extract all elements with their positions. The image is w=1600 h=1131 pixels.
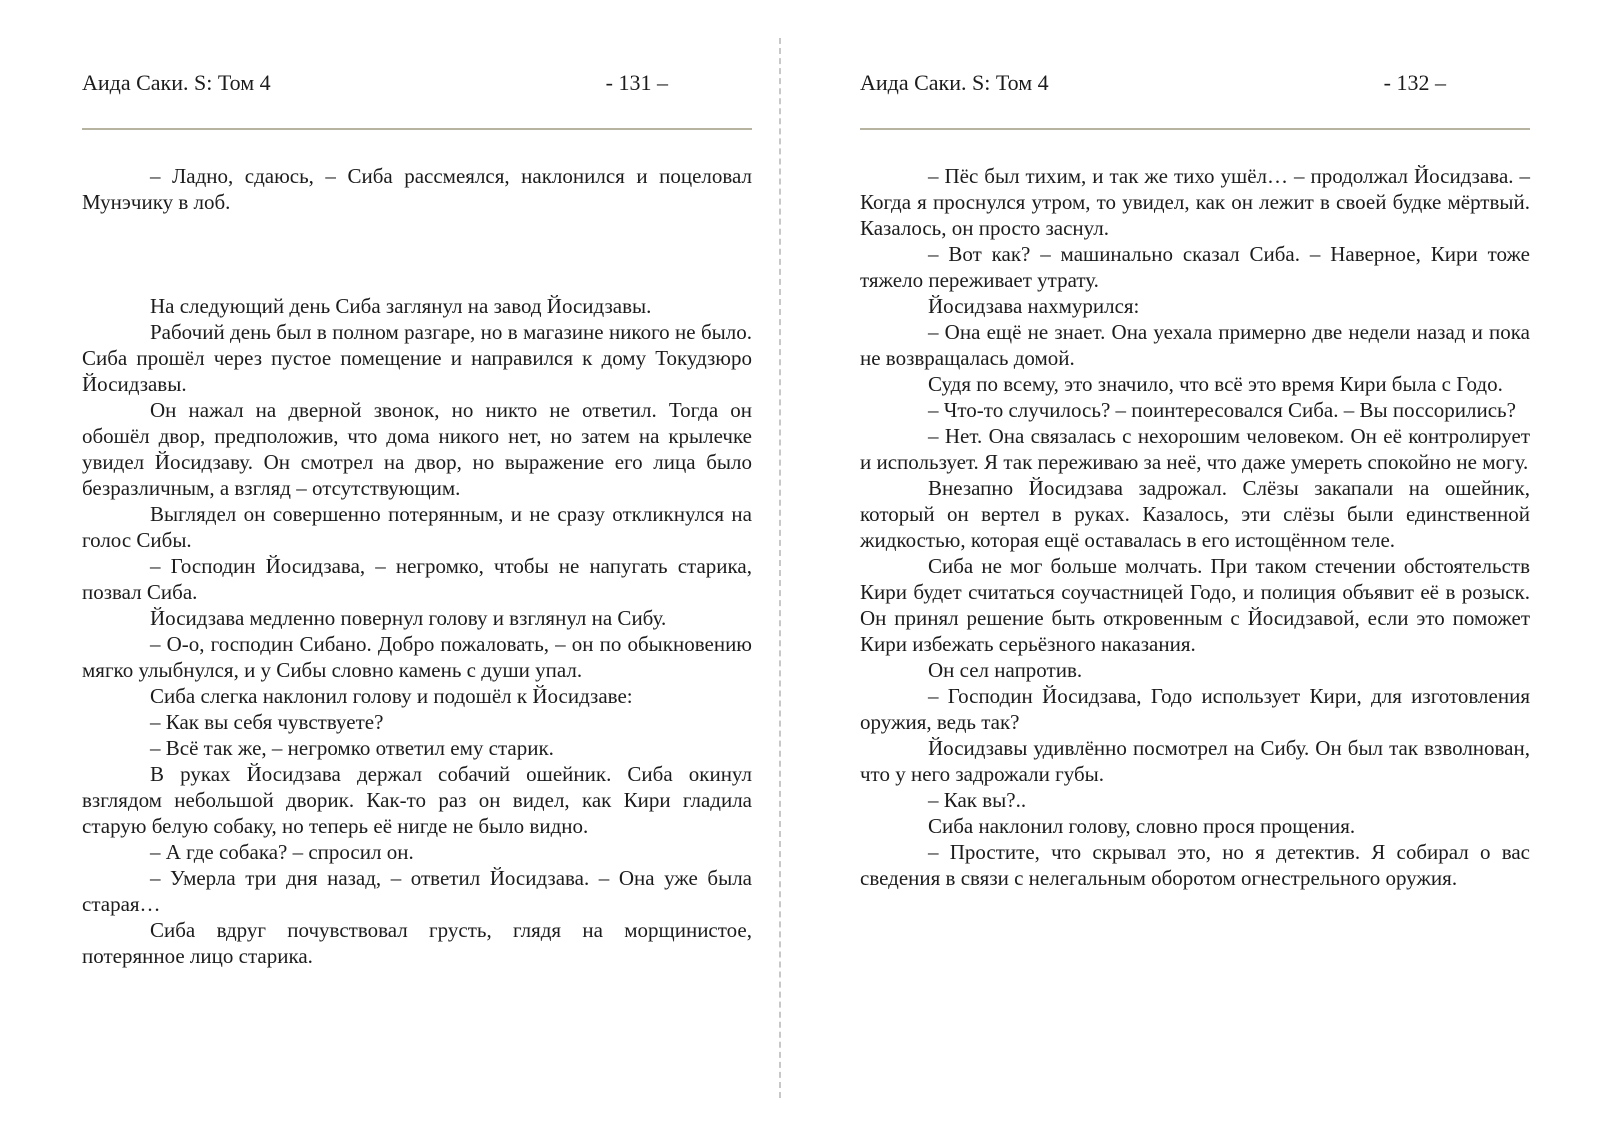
paragraph: – Она ещё не знает. Она уехала примерно две недели назад и пока не возвращалась домой. (860, 320, 1530, 370)
section-break (82, 215, 752, 293)
paragraph: – О-о, господин Сибано. Добро пожаловать, – он по обыкновению мягко улыбнулся, и у Сибы словно камень с души упал. (82, 632, 752, 682)
paragraph: Сиба слегка наклонил голову и подошёл к Йосидзаве: (150, 684, 633, 708)
paragraph: – Простите, что скрывал это, но я детектив. Я собирал о вас сведения в связи с нелегальным оборотом огнестрельного оружия. (860, 840, 1530, 890)
paragraph: – Ладно, сдаюсь, – Сиба рассмеялся, наклонился и поцеловал Мунэчику в лоб. (82, 164, 752, 214)
paragraph: – Как вы себя чувствуете? (150, 710, 384, 734)
paragraph: Рабочий день был в полном разгаре, но в магазине никого не было. Сиба прошёл через пустое помещение и направился к дому Токудзюро Йосидзавы. (82, 320, 752, 396)
paragraph: В руках Йосидзава держал собачий ошейник. Сиба окинул взглядом небольшой дворик. Как-то раз он видел, как Кири гладила старую белую собаку, но теперь её нигде не было видно. (82, 762, 752, 838)
paragraph: – Нет. Она связалась с нехорошим человеком. Он её контролирует и использует. Я так переживаю за неё, что даже умереть спокойно не могу. (860, 424, 1530, 474)
paragraph: – Пёс был тихим, и так же тихо ушёл… – продолжал Йосидзава. – Когда я проснулся утром, то увидел, как он лежит в своей будке мёртвый. Казалось, он просто заснул. (860, 164, 1530, 240)
paragraph: Выглядел он совершенно потерянным, и не сразу откликнулся на голос Сибы. (82, 502, 752, 552)
paragraph: Внезапно Йосидзава задрожал. Слёзы закапали на ошейник, который он вертел в руках. Казалось, эти слёзы были единственной жидкостью, которая ещё оставалась в его истощённом теле. (860, 476, 1530, 552)
paragraph: – Всё так же, – негромко ответил ему старик. (150, 736, 554, 760)
paragraph: – Вот как? – машинально сказал Сиба. – Наверное, Кири тоже тяжело переживает утрату. (860, 242, 1530, 292)
paragraph: Сиба не мог больше молчать. При таком стечении обстоятельств Кири будет считаться соучастницей Годо, и полиция объявит её в розыск. Он принял решение быть откровенным с Йосидзавой, если это поможет Кири избежать серьёзного наказания. (860, 554, 1530, 656)
page-number: - 131 – (605, 70, 668, 95)
paragraph: Судя по всему, это значило, что всё это время Кири была с Годо. (928, 372, 1503, 396)
paragraph: – Умерла три дня назад, – ответил Йосидзава. – Она уже была старая… (82, 866, 752, 916)
running-title: Аида Саки. S: Том 4 (860, 70, 1049, 95)
paragraph: – А где собака? – спросил он. (150, 840, 414, 864)
header-rule (860, 128, 1530, 130)
paragraph: Он нажал на дверной звонок, но никто не ответил. Тогда он обошёл двор, предположив, что дома никого нет, но затем на крылечке увидел Йосидзаву. Он смотрел на двор, но выражение его лица было безразличным, а взгляд – отсутствующим. (82, 398, 752, 500)
paragraph: – Господин Йосидзава, Годо использует Кири, для изготовления оружия, ведь так? (860, 684, 1530, 734)
paragraph: Йосидзава медленно повернул голову и взглянул на Сибу. (150, 606, 667, 630)
paragraph: Йосидзавы удивлённо посмотрел на Сибу. Он был так взволнован, что у него задрожали губы. (860, 736, 1530, 786)
page-body (82, 163, 752, 969)
paragraph: – Господин Йосидзава, – негромко, чтобы не напугать старика, позвал Сиба. (82, 554, 752, 604)
paragraph: – Как вы?.. (928, 788, 1027, 812)
paragraph: Йосидзава нахмурился: (928, 294, 1140, 318)
running-title: Аида Саки. S: Том 4 (82, 70, 271, 95)
paragraph: На следующий день Сиба заглянул на завод Йосидзавы. (150, 294, 652, 318)
page-gutter-divider (779, 38, 781, 1098)
paragraph: – Что-то случилось? – поинтересовался Сиба. – Вы поссорились? (928, 398, 1516, 422)
paragraph: Сиба вдруг почувствовал грусть, глядя на морщинистое, потерянное лицо старика. (82, 918, 752, 968)
page-header (860, 70, 1530, 102)
header-rule (82, 128, 752, 130)
page-number: - 132 – (1383, 70, 1446, 95)
paragraph: Он сел напротив. (928, 658, 1083, 682)
page-header (82, 70, 752, 102)
paragraph: Сиба наклонил голову, словно прося прощения. (928, 814, 1356, 838)
page-body (860, 163, 1530, 891)
